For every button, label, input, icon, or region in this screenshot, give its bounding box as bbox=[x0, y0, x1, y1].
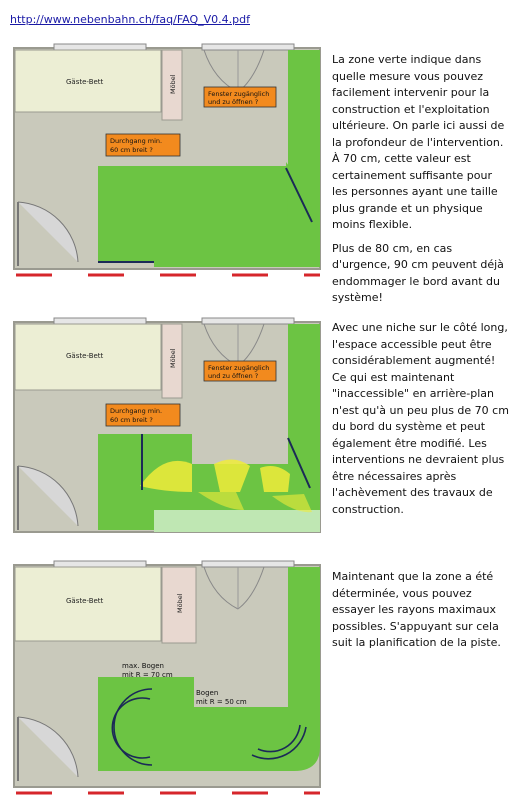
window-note-line2: und zu öffnen ? bbox=[208, 98, 259, 106]
curve-max-label-line1: max. Bogen bbox=[122, 662, 164, 670]
window-left bbox=[54, 44, 146, 50]
furniture-label: Möbel bbox=[169, 74, 177, 94]
passage-note-line1: Durchgang min. bbox=[110, 407, 163, 415]
floor-plan-3 bbox=[14, 557, 322, 797]
guest-bed-label: Gäste-Bett bbox=[66, 597, 104, 605]
description-1-p2: Plus de 80 cm, en cas d'urgence, 90 cm peuvent déjà endommager le bord avant du système! bbox=[332, 241, 504, 304]
light-green-zone bbox=[154, 510, 320, 532]
curve-min-label-line2: mit R = 50 cm bbox=[196, 698, 247, 706]
curve-max-label-line2: mit R = 70 cm bbox=[122, 671, 173, 679]
window-note-line1: Fenster zugänglich bbox=[208, 364, 270, 372]
window-left bbox=[54, 561, 146, 567]
source-link[interactable]: http://www.nebenbahn.ch/faq/FAQ_V0.4.pdf bbox=[10, 13, 250, 26]
floor-plan-2-drawing bbox=[14, 314, 322, 554]
description-2-p1: Avec une niche sur le côté long, l'espace accessible peut être considérablement augmenté! Ce qui est maintenant "inaccessible" en arrière-plan n'est qu'à un peu plus de 70 cm du bord du système et peut également être modifié. Les interventions ne devraient plus être nécessaires après l'achèvement des travaux de construction. bbox=[332, 321, 509, 516]
description-1-p1: La zone verte indique dans quelle mesure vous pouvez facilement intervenir pour la construction et l'exploitation ultérieure. On parle ici aussi de la profondeur de l'intervention. À 70 cm, cette valeur est certainement suffisante pour les personnes ayant une taille plus grande et un physique moins flexible. bbox=[332, 53, 505, 231]
description-3 bbox=[332, 569, 510, 659]
window-right bbox=[202, 561, 294, 567]
description-2 bbox=[332, 320, 510, 525]
window-right bbox=[202, 318, 294, 324]
window-left bbox=[54, 318, 146, 324]
furniture-label: Möbel bbox=[176, 593, 184, 613]
furniture-label: Möbel bbox=[169, 348, 177, 368]
floor-plan-3-drawing bbox=[14, 557, 322, 797]
floor-plan-1-drawing bbox=[14, 40, 322, 280]
passage-note-line2: 60 cm breit ? bbox=[110, 146, 153, 154]
window-note-line2: und zu öffnen ? bbox=[208, 372, 259, 380]
curve-min-label-line1: Bogen bbox=[196, 689, 219, 697]
passage-note-line2: 60 cm breit ? bbox=[110, 416, 153, 424]
passage-note-line1: Durchgang min. bbox=[110, 137, 163, 145]
window-note-line1: Fenster zugänglich bbox=[208, 90, 270, 98]
guest-bed-label: Gäste-Bett bbox=[66, 352, 104, 360]
floor-plan-2 bbox=[14, 314, 322, 554]
guest-bed-label: Gäste-Bett bbox=[66, 78, 104, 86]
description-3-p1: Maintenant que la zone a été déterminée, vous pouvez essayer les rayons maximaux possibles. S'appuyant sur cela suit la planification de la piste. bbox=[332, 570, 501, 649]
description-1 bbox=[332, 52, 510, 314]
floor-plan-1 bbox=[14, 40, 322, 280]
window-right bbox=[202, 44, 294, 50]
